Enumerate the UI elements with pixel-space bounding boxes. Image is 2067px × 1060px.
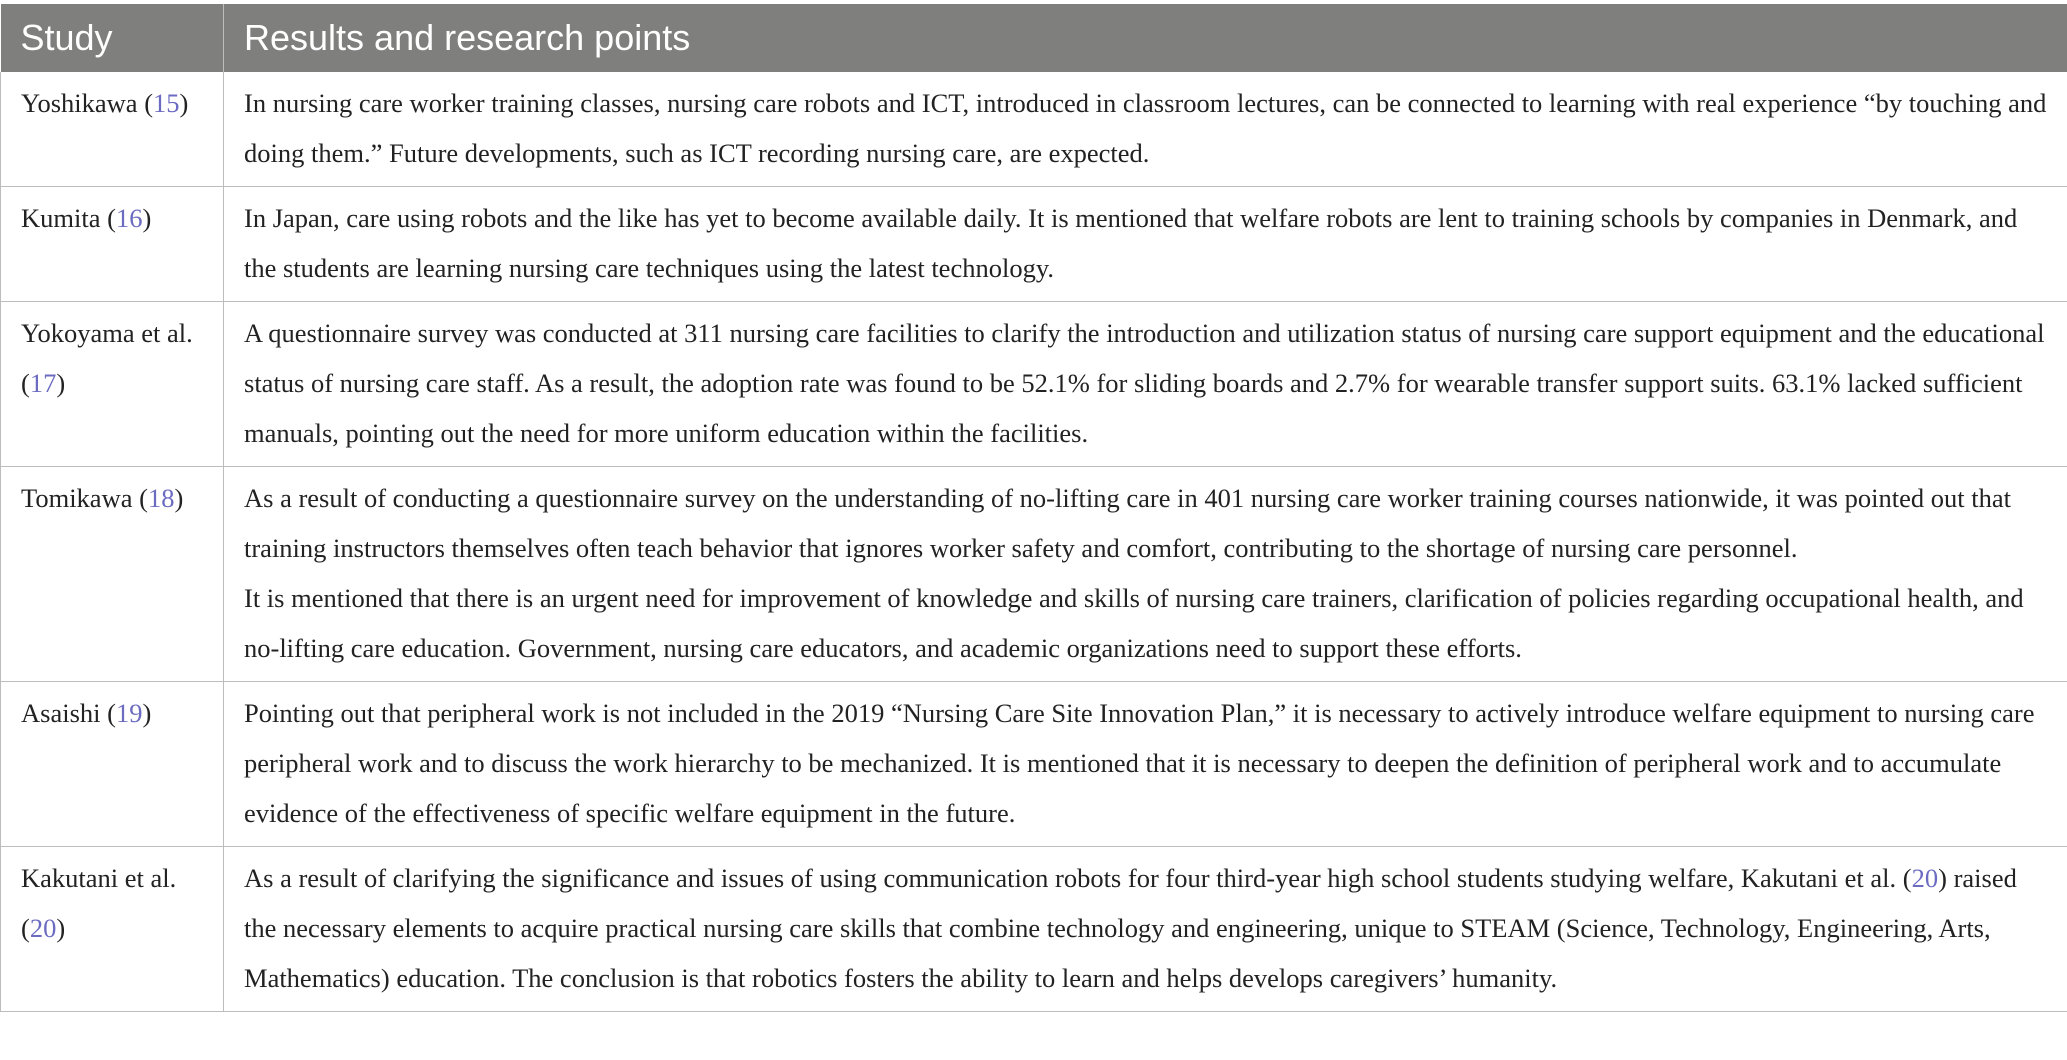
reference-link[interactable]: 18 [147,483,175,513]
reference-link[interactable]: 17 [29,368,57,398]
results-text-part-b: raised the necessary elements to acquire practical nursing care skills that combine technology and engineering, unique to STEAM (Science, Technology, Engineering, Arts, Mathematics) education. The conclusion is that robotics fosters the ability to learn and helps develops caregivers’ humanity. [244,863,2017,993]
results-cell [224,302,2067,467]
results-text: As a result of conducting a questionnaire survey on the understanding of no-lifting care in 401 nursing care worker training courses nationwide, it was pointed out that training instructors themselves often teach behavior that ignores worker safety and comfort, contributing to the shortage of nursing care personnel. [244,483,2011,563]
reference-link[interactable]: 16 [115,203,143,233]
inline-reference-link[interactable]: 20 [1911,863,1939,893]
study-name: Asaishi [21,698,101,728]
reference-link[interactable]: 20 [29,913,57,943]
header-study: Study [1,4,224,72]
results-text: Pointing out that peripheral work is not included in the 2019 “Nursing Care Site Innovation Plan,” it is necessary to actively introduce welfare equipment to nursing care peripheral work and to discuss the work hierarchy to be mechanized. It is mentioned that it is necessary to deepen the definition of peripheral work and to accumulate evidence of the effectiveness of specific welfare equipment in the future. [244,698,2035,828]
results-text: In Japan, care using robots and the like has yet to become available daily. It is mentioned that welfare robots are lent to training schools by companies in Denmark, and the students are learning nursing care techniques using the latest technology. [244,203,2018,283]
results-table-container [0,4,2067,1012]
results-text-second-paragraph: It is mentioned that there is an urgent need for improvement of knowledge and skills of nursing care trainers, clarification of policies regarding occupational health, and no-lifting care education. Government, nursing care educators, and academic organizations need to support these efforts. [244,583,2024,663]
table-row [1,187,2067,302]
results-table [0,4,2067,1012]
table-row [1,847,2067,1012]
study-name: Kakutani et al. [21,863,177,893]
header-row [1,4,2067,72]
table-row [1,72,2067,187]
header-results: Results and research points [224,4,2067,72]
reference-link[interactable]: 15 [153,88,180,118]
study-cell: Yokoyama et al. (17) [1,302,224,467]
study-name: Yokoyama et al. [21,318,193,348]
results-text-part-a: As a result of clarifying the significance and issues of using communication robots for four third-year high school students studying welfare, Kakutani et al. [244,863,1897,893]
reference-link[interactable]: 19 [115,698,143,728]
study-cell: Asaishi (19) [1,682,224,847]
table-row [1,302,2067,467]
results-text: A questionnaire survey was conducted at 311 nursing care facilities to clarify the introduction and utilization status of nursing care support equipment and the educational status of nursing care staff. As a result, the adoption rate was found to be 52.1% for sliding boards and 2.7% for wearable transfer support suits. 63.1% lacked sufficient manuals, pointing out the need for more uniform education within the facilities. [244,318,2045,448]
results-cell [224,72,2067,187]
results-cell [224,467,2067,682]
results-cell [224,187,2067,302]
results-cell: As a result of clarifying the significance and issues of using communication robots for four third-year high school students studying welfare, Kakutani et al. (20) raised the necessary elements to acquire practical nursing care skills that combine technology and engineering, unique to STEAM (Science, Technology, Engineering, Arts, Mathematics) education. The conclusion is that robotics fosters the ability to learn and helps develops caregivers’ humanity. [224,847,2067,1012]
table-row [1,467,2067,682]
study-name: Kumita [21,203,101,233]
study-cell: Yoshikawa (15) [1,72,224,187]
study-cell: Kumita (16) [1,187,224,302]
results-cell [224,682,2067,847]
study-cell: Tomikawa (18) [1,467,224,682]
table-header [1,4,2067,72]
study-name: Yoshikawa [21,88,138,118]
results-text: In nursing care worker training classes, nursing care robots and ICT, introduced in classroom lectures, can be connected to learning with real experience “by touching and doing them.” Future developments, such as ICT recording nursing care, are expected. [244,88,2047,168]
study-name: Tomikawa [21,483,133,513]
table-body [1,72,2067,1012]
table-row [1,682,2067,847]
study-cell: Kakutani et al. (20) [1,847,224,1012]
